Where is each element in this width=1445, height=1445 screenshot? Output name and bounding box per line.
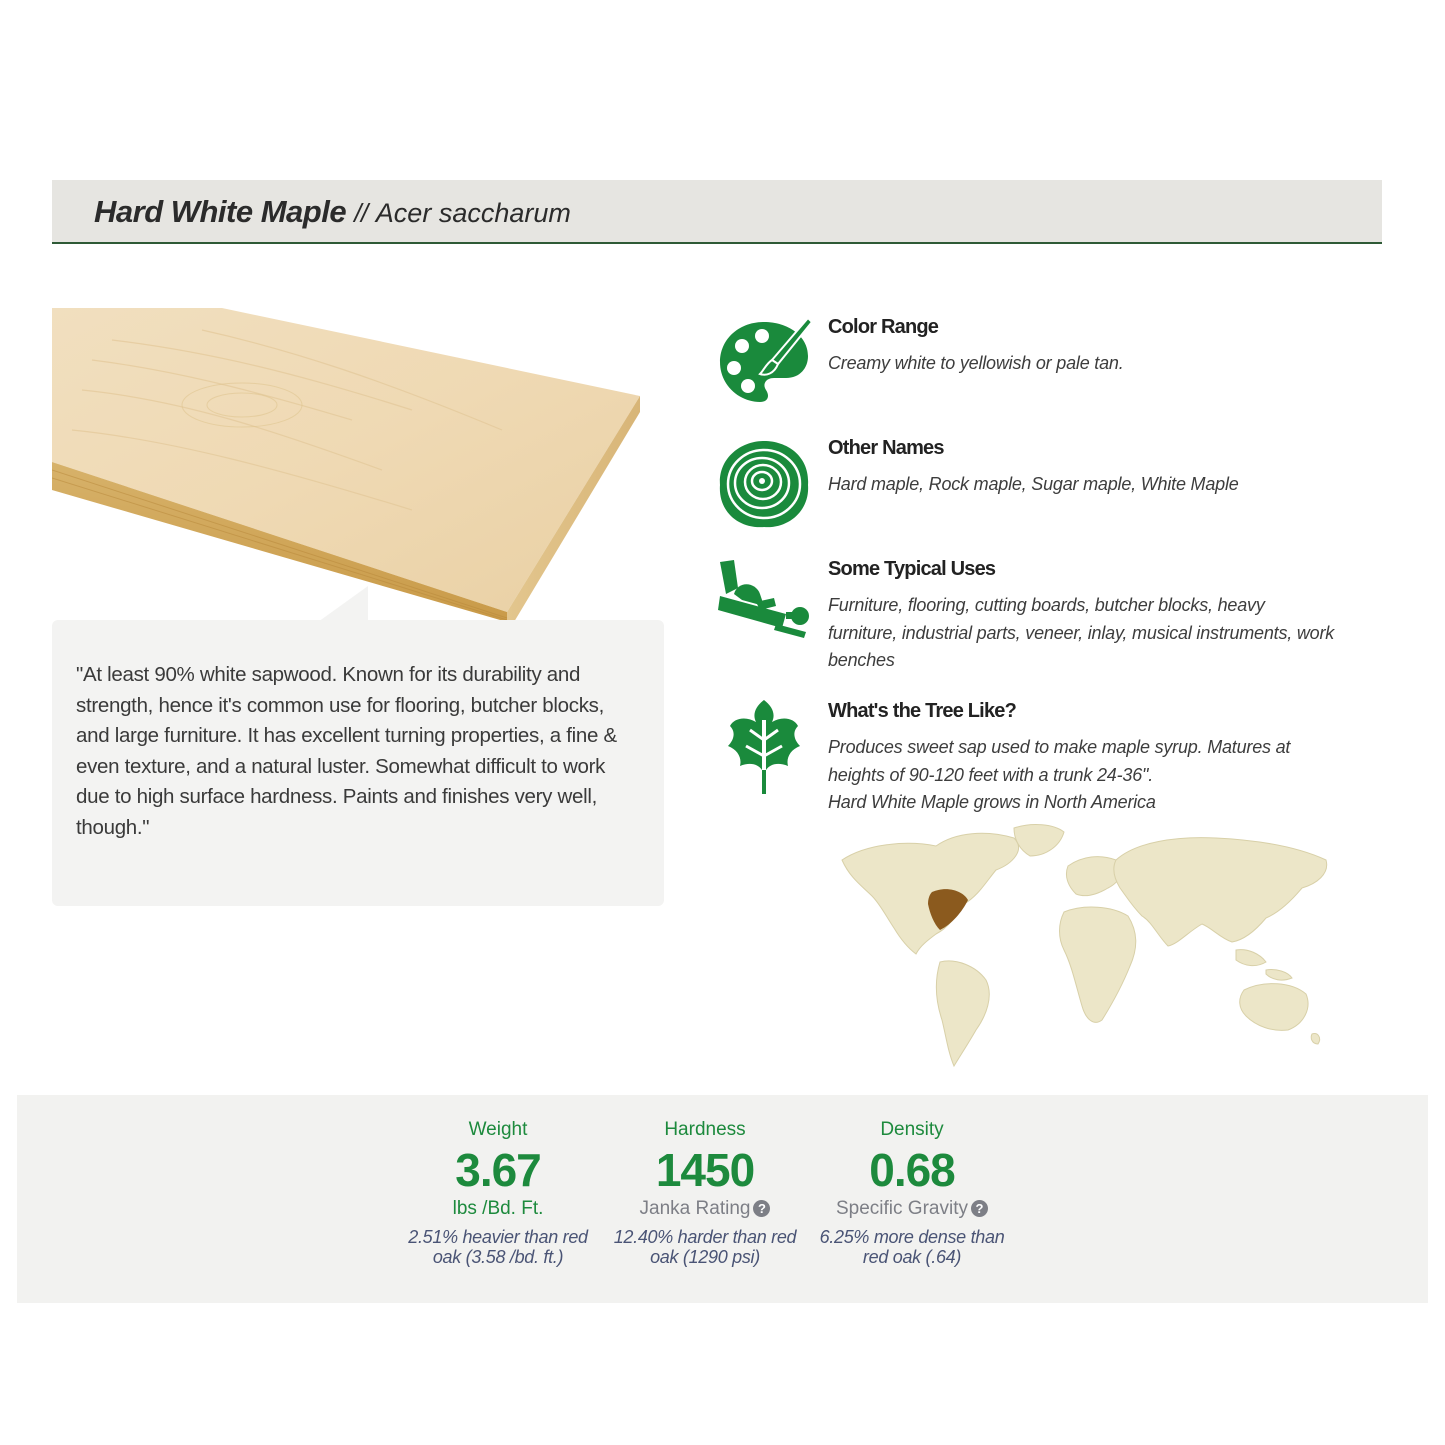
- feature-title: What's the Tree Like?: [828, 700, 1017, 722]
- tree-description: Produces sweet sap used to make maple syrup. Matures at heights of 90-120 feet with a trunk 24-36".: [828, 737, 1291, 785]
- stat-unit-row: [802, 1198, 1022, 1220]
- feature-text: [828, 734, 1338, 817]
- stat-unit: lbs /Bd. Ft.: [452, 1198, 544, 1219]
- stat-label: Hardness: [664, 1119, 746, 1140]
- description-box: [52, 620, 664, 906]
- common-name: Hard White Maple: [94, 194, 347, 229]
- feature-title: Color Range: [828, 316, 939, 338]
- stat-value: 3.67: [455, 1144, 541, 1196]
- world-map: [836, 820, 1336, 1070]
- help-icon[interactable]: ?: [971, 1200, 988, 1217]
- species-header: [52, 180, 1382, 244]
- stats-band: [17, 1095, 1428, 1303]
- tree-region: Hard White Maple grows in North America: [828, 792, 1156, 812]
- title-separator: //: [354, 198, 368, 228]
- page-title: [94, 194, 571, 230]
- stat-label: Weight: [468, 1119, 528, 1140]
- stat-comparison: 6.25% more dense than red oak (.64): [819, 1227, 1005, 1267]
- leaf-icon: [716, 700, 812, 796]
- stat-label: Density: [880, 1119, 944, 1140]
- palette-icon: [716, 316, 812, 412]
- feature-text: Creamy white to yellowish or pale tan.: [828, 353, 1124, 373]
- stat-comparison: 12.40% harder than red oak (1290 psi): [613, 1227, 797, 1267]
- stat-unit: Janka Rating: [639, 1198, 751, 1219]
- stat-value: 1450: [655, 1144, 755, 1196]
- stat-unit: Specific Gravity: [836, 1198, 968, 1219]
- description-text: "At least 90% white sapwood. Known for its durability and strength, hence it's common use for flooring, butcher blocks, and large furniture. It has excellent turning properties, a fine & even texture, and a natural luster. Somewhat difficult to work due to high surface hardness. Paints and finishes very well, though.": [76, 663, 617, 839]
- stat-comparison: 2.51% heavier than red oak (3.58 /bd. ft.): [408, 1227, 588, 1267]
- hand-plane-icon: [716, 558, 812, 654]
- tree-rings-icon: [716, 437, 812, 533]
- latin-name: Acer saccharum: [375, 198, 571, 228]
- lumber-board-image: [52, 300, 652, 620]
- quote-pointer: [318, 586, 368, 622]
- help-icon[interactable]: ?: [753, 1200, 770, 1217]
- feature-text: Furniture, flooring, cutting boards, butcher blocks, heavy furniture, industrial parts, veneer, inlay, musical instruments, work benches: [828, 595, 1335, 670]
- stat-value: 0.68: [869, 1144, 955, 1196]
- stat-unit-row: [595, 1198, 815, 1220]
- feature-title: Some Typical Uses: [828, 558, 996, 580]
- feature-title: Other Names: [828, 437, 944, 459]
- feature-text: Hard maple, Rock maple, Sugar maple, White Maple: [828, 474, 1239, 494]
